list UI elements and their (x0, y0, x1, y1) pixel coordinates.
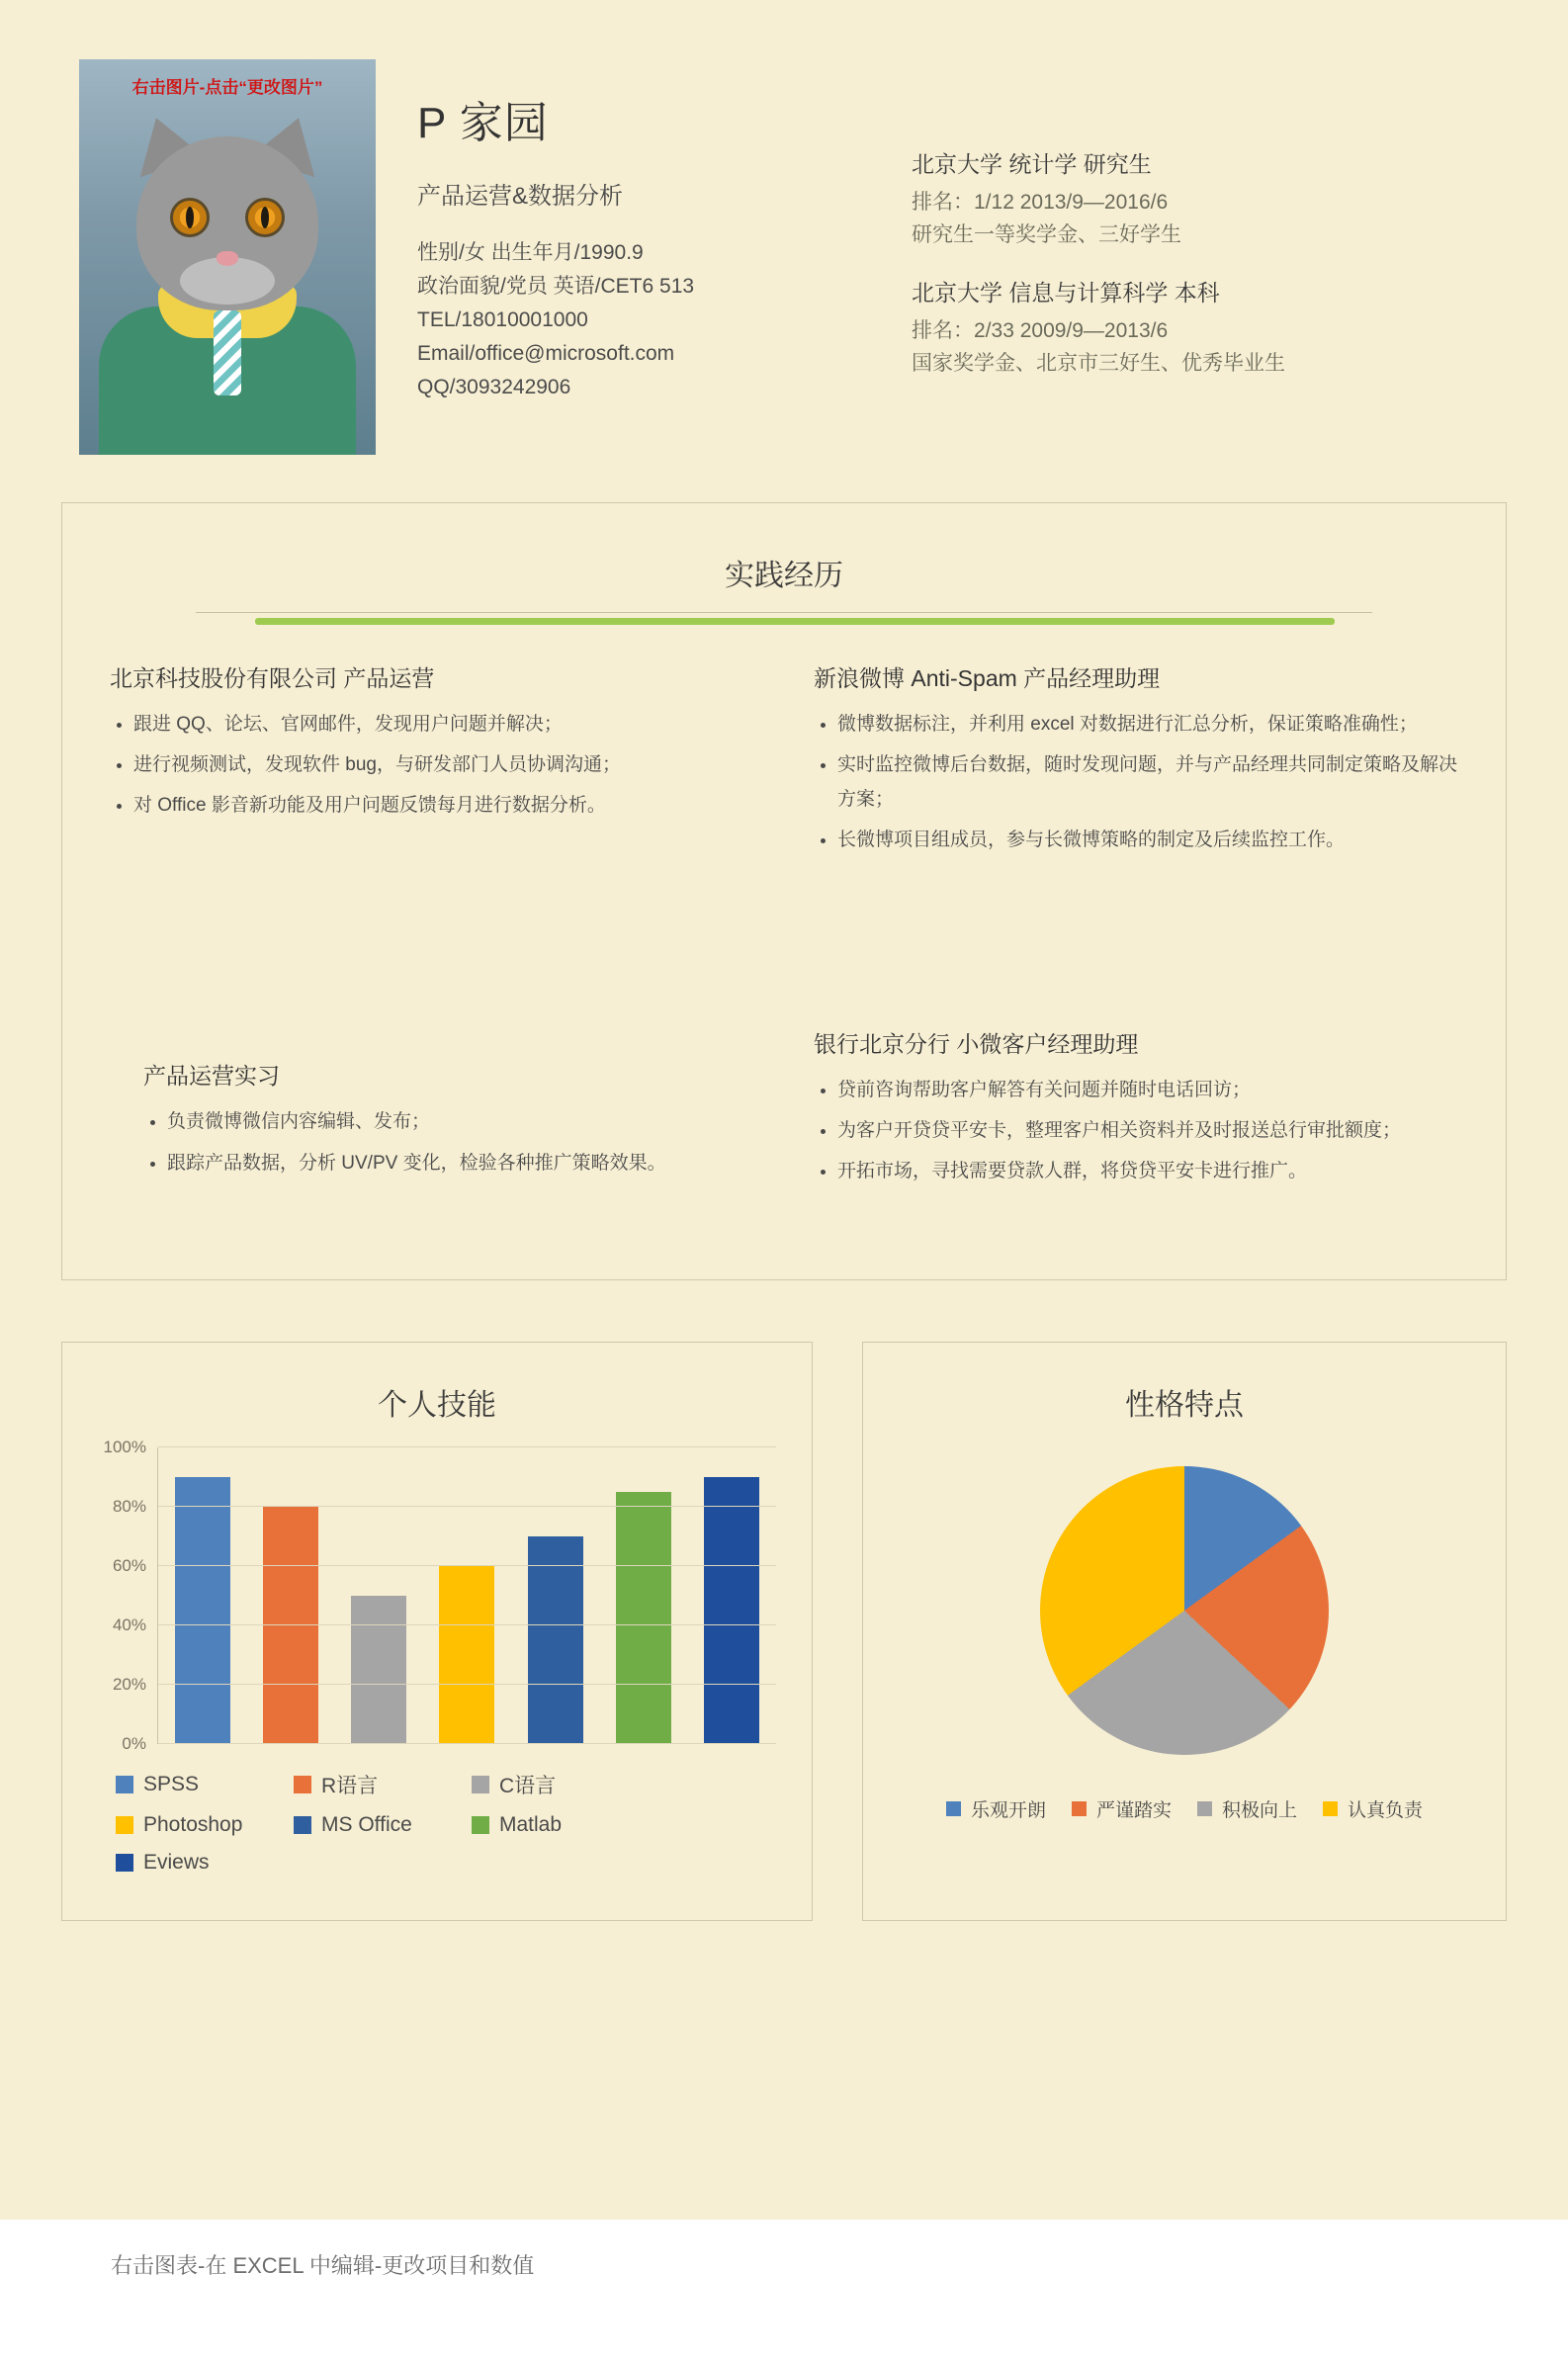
skills-chart-card[interactable] (61, 1342, 813, 1921)
legend-swatch (1197, 1801, 1212, 1816)
profile-photo[interactable] (79, 59, 376, 455)
legend-item (472, 1770, 650, 1799)
photo-hint-text: 右击图片-点击“更改图片” (131, 78, 323, 97)
education-title: 北京大学 统计学 研究生 (912, 151, 1152, 177)
bar (263, 1507, 318, 1744)
grid-line (112, 1496, 776, 1516)
grid-line (112, 1615, 776, 1634)
legend-swatch (294, 1776, 311, 1793)
personality-chart-legend (889, 1795, 1480, 1836)
experience-columns (92, 660, 1476, 1240)
list-item: • 跟踪产品数据，分析 UV/PV 变化，检验各种推广策略效果。 (167, 1146, 754, 1180)
list-item: • 对 Office 影音新功能及用户问题反馈每月进行数据分析。 (133, 788, 754, 823)
section-divider (196, 612, 1372, 627)
skills-chart-title: 个人技能 (378, 1388, 496, 1422)
list-item: • 开拓市场，寻找需要贷款人群，将贷贷平安卡进行推广。 (837, 1154, 1458, 1188)
legend-label: 乐观开朗 (970, 1799, 1046, 1821)
legend-item (1072, 1795, 1172, 1822)
contact-party-english: 政治面貌/党员 英语/CET6 513 (417, 275, 695, 299)
cat-illustration (79, 59, 376, 455)
contact-qq: QQ/3093242906 (417, 376, 571, 399)
legend-label: Eviews (143, 1850, 210, 1874)
list-item: • 贷前咨询帮助客户解答有关问题并随时电话回访； (837, 1073, 1458, 1107)
legend-swatch (116, 1776, 133, 1793)
skills-chart-legend (116, 1770, 786, 1888)
education-item (912, 146, 1489, 251)
experience-item (110, 660, 754, 823)
charts-row (61, 1342, 1507, 1921)
list-item: • 微博数据标注，并利用 excel 对数据进行汇总分析，保证策略准确性； (837, 707, 1458, 742)
contact-email: Email/office@microsoft.com (417, 342, 675, 366)
page-bottom-strip (0, 2280, 1568, 2359)
legend-item (116, 1770, 294, 1799)
header (0, 59, 1568, 455)
y-axis-tick: 0% (122, 1733, 146, 1753)
legend-label: MS Office (321, 1812, 412, 1836)
legend-item (472, 1813, 650, 1837)
footer-note: 右击图表-在 EXCEL 中编辑-更改项目和数值 (0, 2220, 1568, 2280)
list-item: • 长微博项目组成员，参与长微博策略的制定及后续监控工作。 (837, 823, 1458, 857)
y-axis-tick: 100% (103, 1437, 146, 1456)
experience-item-title: 产品运营实习 (143, 1063, 280, 1090)
grid-line (112, 1555, 776, 1575)
grid-line (103, 1437, 776, 1456)
experience-bullet-list (814, 1073, 1458, 1188)
experience-item-title: 新浪微博 Anti-Spam 产品经理助理 (814, 665, 1161, 691)
legend-label: 认真负责 (1348, 1799, 1424, 1821)
bar (175, 1477, 230, 1744)
y-axis-tick: 20% (112, 1674, 146, 1694)
job-role: 产品运营&数据分析 (417, 183, 624, 210)
experience-item (814, 660, 1458, 858)
legend-swatch (1323, 1801, 1338, 1816)
bar (528, 1536, 583, 1744)
experience-bullet-list (814, 707, 1458, 858)
skills-bar-chart[interactable] (103, 1437, 776, 1753)
bar (439, 1566, 494, 1744)
legend-label: SPSS (143, 1772, 200, 1795)
header-main (376, 59, 1489, 404)
column-spacer (110, 874, 754, 1058)
y-axis-tick: 80% (112, 1496, 146, 1516)
legend-item (1323, 1795, 1423, 1822)
legend-label: Matlab (499, 1812, 563, 1836)
legend-label: 积极向上 (1222, 1799, 1298, 1821)
legend-item (116, 1851, 294, 1875)
education-detail: 排名：2/33 2009/9—2013/6 (912, 319, 1169, 343)
column-spacer (814, 910, 1458, 1026)
legend-item (294, 1813, 472, 1837)
contact-tel: TEL/18010001000 (417, 308, 588, 332)
list-item: • 进行视频测试，发现软件 bug，与研发部门人员协调沟通； (133, 747, 754, 782)
header-identity (417, 59, 892, 404)
education-item (912, 275, 1489, 380)
personality-chart-title: 性格特点 (1125, 1388, 1244, 1422)
experience-item (814, 1026, 1458, 1188)
legend-swatch (294, 1816, 311, 1834)
contact-gender-birth: 性别/女 出生年月/1990.9 (417, 241, 644, 264)
legend-swatch (472, 1776, 489, 1793)
pie-series (1040, 1466, 1329, 1755)
header-band (0, 0, 1568, 455)
y-axis-tick: 60% (112, 1555, 146, 1575)
legend-label: 严谨踏实 (1095, 1799, 1172, 1821)
experience-column-right (814, 660, 1458, 1240)
education-honors: 研究生一等奖学金、三好学生 (912, 222, 1181, 246)
legend-label: Photoshop (143, 1812, 243, 1836)
legend-item (294, 1770, 472, 1799)
grid-line (112, 1674, 776, 1694)
list-item: • 负责微博微信内容编辑、发布； (167, 1104, 754, 1139)
experience-bullet-list (110, 707, 754, 823)
list-item: • 跟进 QQ、论坛、官网邮件，发现用户问题并解决； (133, 707, 754, 742)
education-block (892, 59, 1489, 404)
legend-label: C语言 (499, 1774, 557, 1797)
y-axis-tick: 40% (112, 1615, 146, 1634)
legend-item (946, 1795, 1046, 1822)
education-title: 北京大学 信息与计算科学 本科 (912, 280, 1220, 306)
experience-column-left (110, 660, 754, 1240)
legend-swatch (116, 1816, 133, 1834)
list-item: • 为客户开贷贷平安卡，整理客户相关资料并及时报送总行审批额度； (837, 1113, 1458, 1148)
legend-swatch (946, 1801, 961, 1816)
legend-swatch (1072, 1801, 1087, 1816)
experience-item (110, 1058, 754, 1180)
bar (351, 1596, 406, 1744)
experience-item-title: 北京科技股份有限公司 产品运营 (110, 665, 435, 691)
personality-pie-chart[interactable] (889, 1447, 1480, 1774)
experience-section-title: 实践经历 (725, 560, 843, 592)
legend-label: R语言 (321, 1774, 379, 1797)
legend-swatch (472, 1816, 489, 1834)
personality-chart-card[interactable] (862, 1342, 1507, 1921)
legend-item (116, 1813, 294, 1837)
experience-panel (61, 502, 1507, 1280)
page-title: P 家园 (417, 99, 549, 147)
legend-item (1197, 1795, 1297, 1822)
bar (616, 1492, 671, 1744)
education-detail: 排名：1/12 2013/9—2016/6 (912, 191, 1169, 214)
list-item: • 实时监控微博后台数据，随时发现问题，并与产品经理共同制定策略及解决方案； (837, 747, 1458, 817)
bar-series (158, 1447, 776, 1744)
bar (704, 1477, 759, 1744)
grid-line (122, 1733, 776, 1753)
experience-bullet-list (143, 1104, 754, 1180)
legend-swatch (116, 1854, 133, 1872)
education-honors: 国家奖学金、北京市三好生、优秀毕业生 (912, 351, 1285, 375)
experience-item-title: 银行北京分行 小微客户经理助理 (814, 1030, 1139, 1057)
